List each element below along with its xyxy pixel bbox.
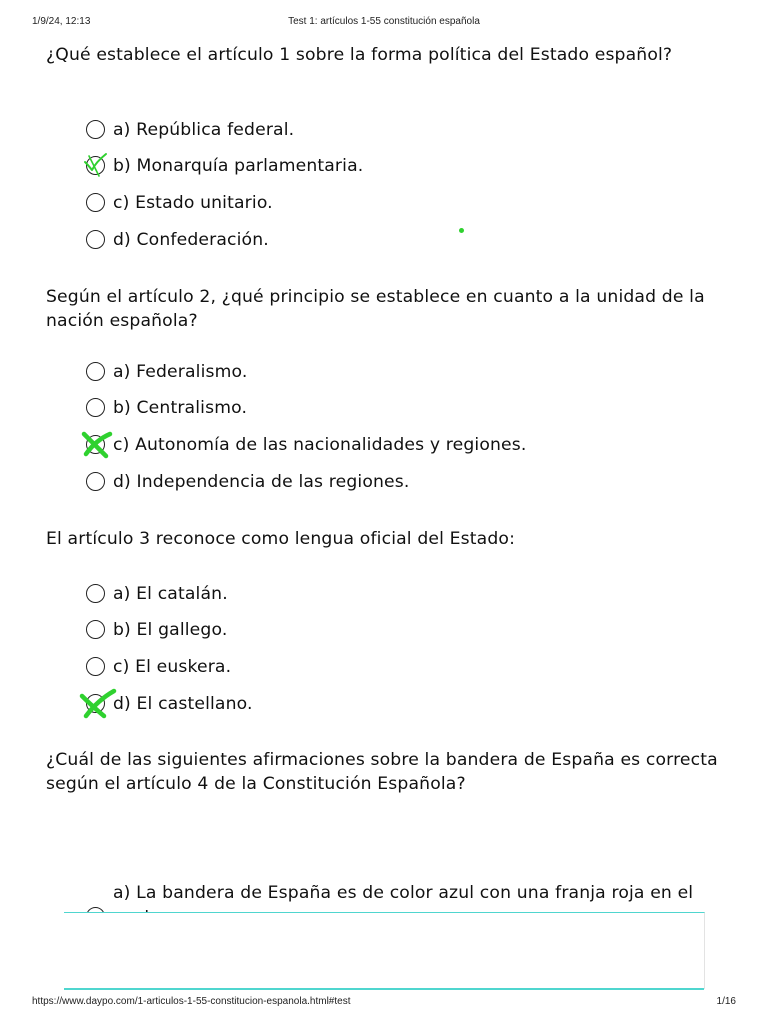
option-label: a) La bandera de España es de color azul con una franja roja en el — [113, 883, 694, 903]
question-2-option-b[interactable] — [84, 396, 744, 422]
question-1-option-b[interactable] — [84, 154, 744, 180]
radio-button[interactable] — [86, 435, 105, 454]
question-4-text: ¿Cuál de las siguientes afirmaciones sobre la bandera de España es correcta según el artículo 4 de la Constitución Española? — [46, 750, 718, 794]
question-2-option-d[interactable] — [84, 470, 744, 496]
option-label: d) Confederación. — [113, 230, 269, 250]
question-2-text: Según el artículo 2, ¿qué principio se establece en cuanto a la unidad de la nación española? — [46, 287, 705, 331]
option-label: b) El gallego. — [113, 620, 228, 640]
radio-button[interactable] — [86, 472, 105, 491]
print-footer — [0, 996, 768, 1010]
option-label: b) Monarquía parlamentaria. — [113, 156, 364, 176]
option-label: c) Autonomía de las nacionalidades y regiones. — [113, 435, 527, 455]
question-2-option-a[interactable] — [84, 360, 744, 386]
option-label: c) Estado unitario. — [113, 193, 273, 213]
radio-button[interactable] — [86, 657, 105, 676]
ad-overlay-box — [64, 912, 705, 989]
radio-button[interactable] — [86, 620, 105, 639]
question-1-option-a[interactable] — [84, 118, 744, 144]
radio-button[interactable] — [86, 193, 105, 212]
option-label: a) República federal. — [113, 120, 295, 140]
radio-button[interactable] — [86, 230, 105, 249]
option-label: a) El catalán. — [113, 584, 228, 604]
question-3-option-a[interactable] — [84, 582, 744, 608]
ad-overlay-divider — [64, 988, 704, 990]
option-label: d) El castellano. — [113, 694, 253, 714]
print-title: Test 1: artículos 1-55 constitución española — [288, 16, 480, 27]
option-label: b) Centralismo. — [113, 398, 248, 418]
radio-button[interactable] — [86, 584, 105, 603]
stray-mark-dot — [459, 228, 464, 233]
radio-button[interactable] — [86, 694, 105, 713]
radio-button[interactable] — [86, 362, 105, 381]
question-3-text: El artículo 3 reconoce como lengua oficial del Estado: — [46, 529, 516, 549]
print-url: https://www.daypo.com/1-articulos-1-55-constitucion-espanola.html#test — [32, 996, 351, 1007]
print-page-number: 1/16 — [716, 996, 736, 1007]
print-header — [0, 16, 768, 30]
question-1-text: ¿Qué establece el artículo 1 sobre la forma política del Estado español? — [46, 45, 673, 65]
option-label: d) Independencia de las regiones. — [113, 472, 410, 492]
question-1-option-c[interactable] — [84, 191, 744, 217]
question-3-option-b[interactable] — [84, 618, 744, 644]
option-label: a) Federalismo. — [113, 362, 248, 382]
question-2-option-c[interactable] — [84, 433, 744, 459]
radio-button[interactable] — [86, 398, 105, 417]
print-datetime: 1/9/24, 12:13 — [32, 16, 91, 27]
radio-button[interactable] — [86, 156, 105, 175]
question-1-option-d[interactable] — [84, 228, 744, 254]
option-label: c) El euskera. — [113, 657, 232, 677]
radio-button[interactable] — [86, 120, 105, 139]
question-3-option-c[interactable] — [84, 655, 744, 681]
question-3-option-d[interactable] — [84, 692, 744, 718]
